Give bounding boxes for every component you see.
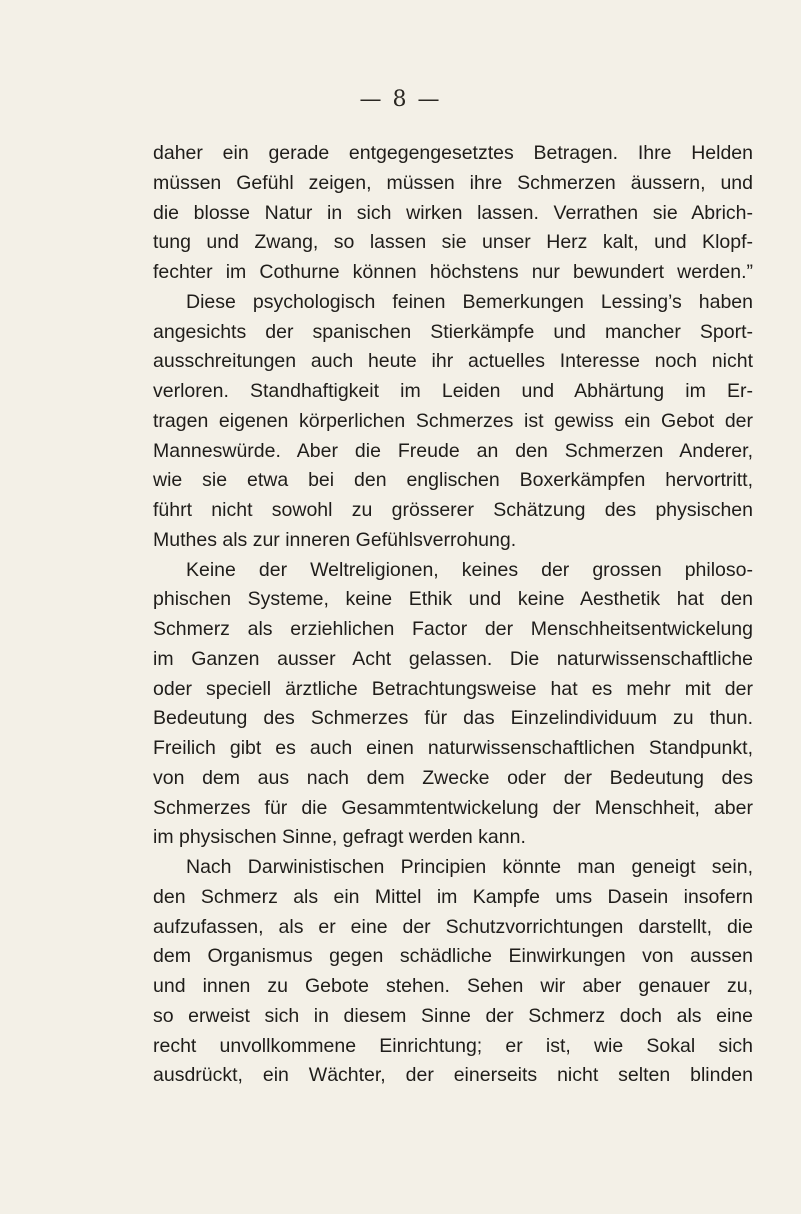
text-line: von dem aus nach dem Zwecke oder der Bedeutung des	[153, 766, 753, 789]
text-line: tragen eigenen körperlichen Schmerzes ist gewiss ein Gebot der	[153, 409, 753, 432]
text-line: den Schmerz als ein Mittel im Kampfe ums Dasein insofern	[153, 885, 753, 908]
text-line: Nach Darwinistischen Principien könnte man geneigt sein,	[186, 856, 753, 878]
text-line: so erweist sich in diesem Sinne der Schmerz doch als eine	[153, 1004, 753, 1027]
text-line: ausschreitungen auch heute ihr actuelles Interesse noch nicht	[153, 350, 753, 373]
text-line: Keine der Weltreligionen, keines der grossen philoso-	[186, 558, 753, 581]
text-line: aufzufassen, als er eine der Schutzvorrichtungen darstellt, die	[153, 915, 753, 938]
text-line: ausdrückt, ein Wächter, der einerseits nicht selten blinden	[153, 1064, 753, 1087]
text-line: die blosse Natur in sich wirken lassen. Verrathen sie Abrich-	[153, 201, 753, 224]
text-line: angesichts der spanischen Stierkämpfe und mancher Sport-	[153, 320, 753, 343]
text-line: führt nicht sowohl zu grösserer Schätzung des physischen	[153, 499, 753, 521]
text-line: im physischen Sinne, gefragt werden kann.	[153, 826, 526, 849]
text-line: Schmerzes für die Gesammtentwickelung der Menschheit, aber	[153, 796, 753, 819]
text-line: müssen Gefühl zeigen, müssen ihre Schmerzen äussern, und	[153, 171, 753, 194]
text-line: tung und Zwang, so lassen sie unser Herz kalt, und Klopf-	[153, 231, 753, 254]
text-line: und innen zu Gebote stehen. Sehen wir aber genauer zu,	[153, 975, 753, 997]
text-line: daher ein gerade entgegengesetztes Betragen. Ihre Helden	[153, 142, 753, 164]
text-line: Muthes als zur inneren Gefühlsverrohung.	[153, 528, 517, 551]
text-line: Schmerz als erziehlichen Factor der Menschheitsentwickelung	[153, 618, 753, 640]
text-line: Diese psychologisch feinen Bemerkungen Lessing’s haben	[186, 290, 753, 313]
page-number: — 8 —	[359, 87, 442, 112]
text-line: recht unvollkommene Einrichtung; er ist, wie Sokal sich	[153, 1034, 753, 1057]
text-line: Freilich gibt es auch einen naturwissenschaftlichen Standpunkt,	[153, 737, 753, 759]
text-line: dem Organismus gegen schädliche Einwirkungen von aussen	[153, 945, 753, 968]
text-line: verloren. Standhaftigkeit im Leiden und Abhärtung im Er-	[153, 380, 753, 402]
text-line: fechter im Cothurne können höchstens nur bewundert werden.”	[153, 261, 753, 283]
text-line: wie sie etwa bei den englischen Boxerkämpfen hervortritt,	[153, 469, 753, 492]
text-line: oder speciell ärztliche Betrachtungsweise hat es mehr mit der	[153, 677, 753, 700]
text-line: Bedeutung des Schmerzes für das Einzelindividuum zu thun.	[153, 707, 753, 730]
text-line: im Ganzen ausser Acht gelassen. Die naturwissenschaftliche	[153, 647, 753, 670]
body-text	[153, 139, 753, 1091]
text-line: Manneswürde. Aber die Freude an den Schmerzen Anderer,	[153, 439, 753, 462]
text-line: phischen Systeme, keine Ethik und keine Aesthetik hat den	[153, 588, 753, 611]
